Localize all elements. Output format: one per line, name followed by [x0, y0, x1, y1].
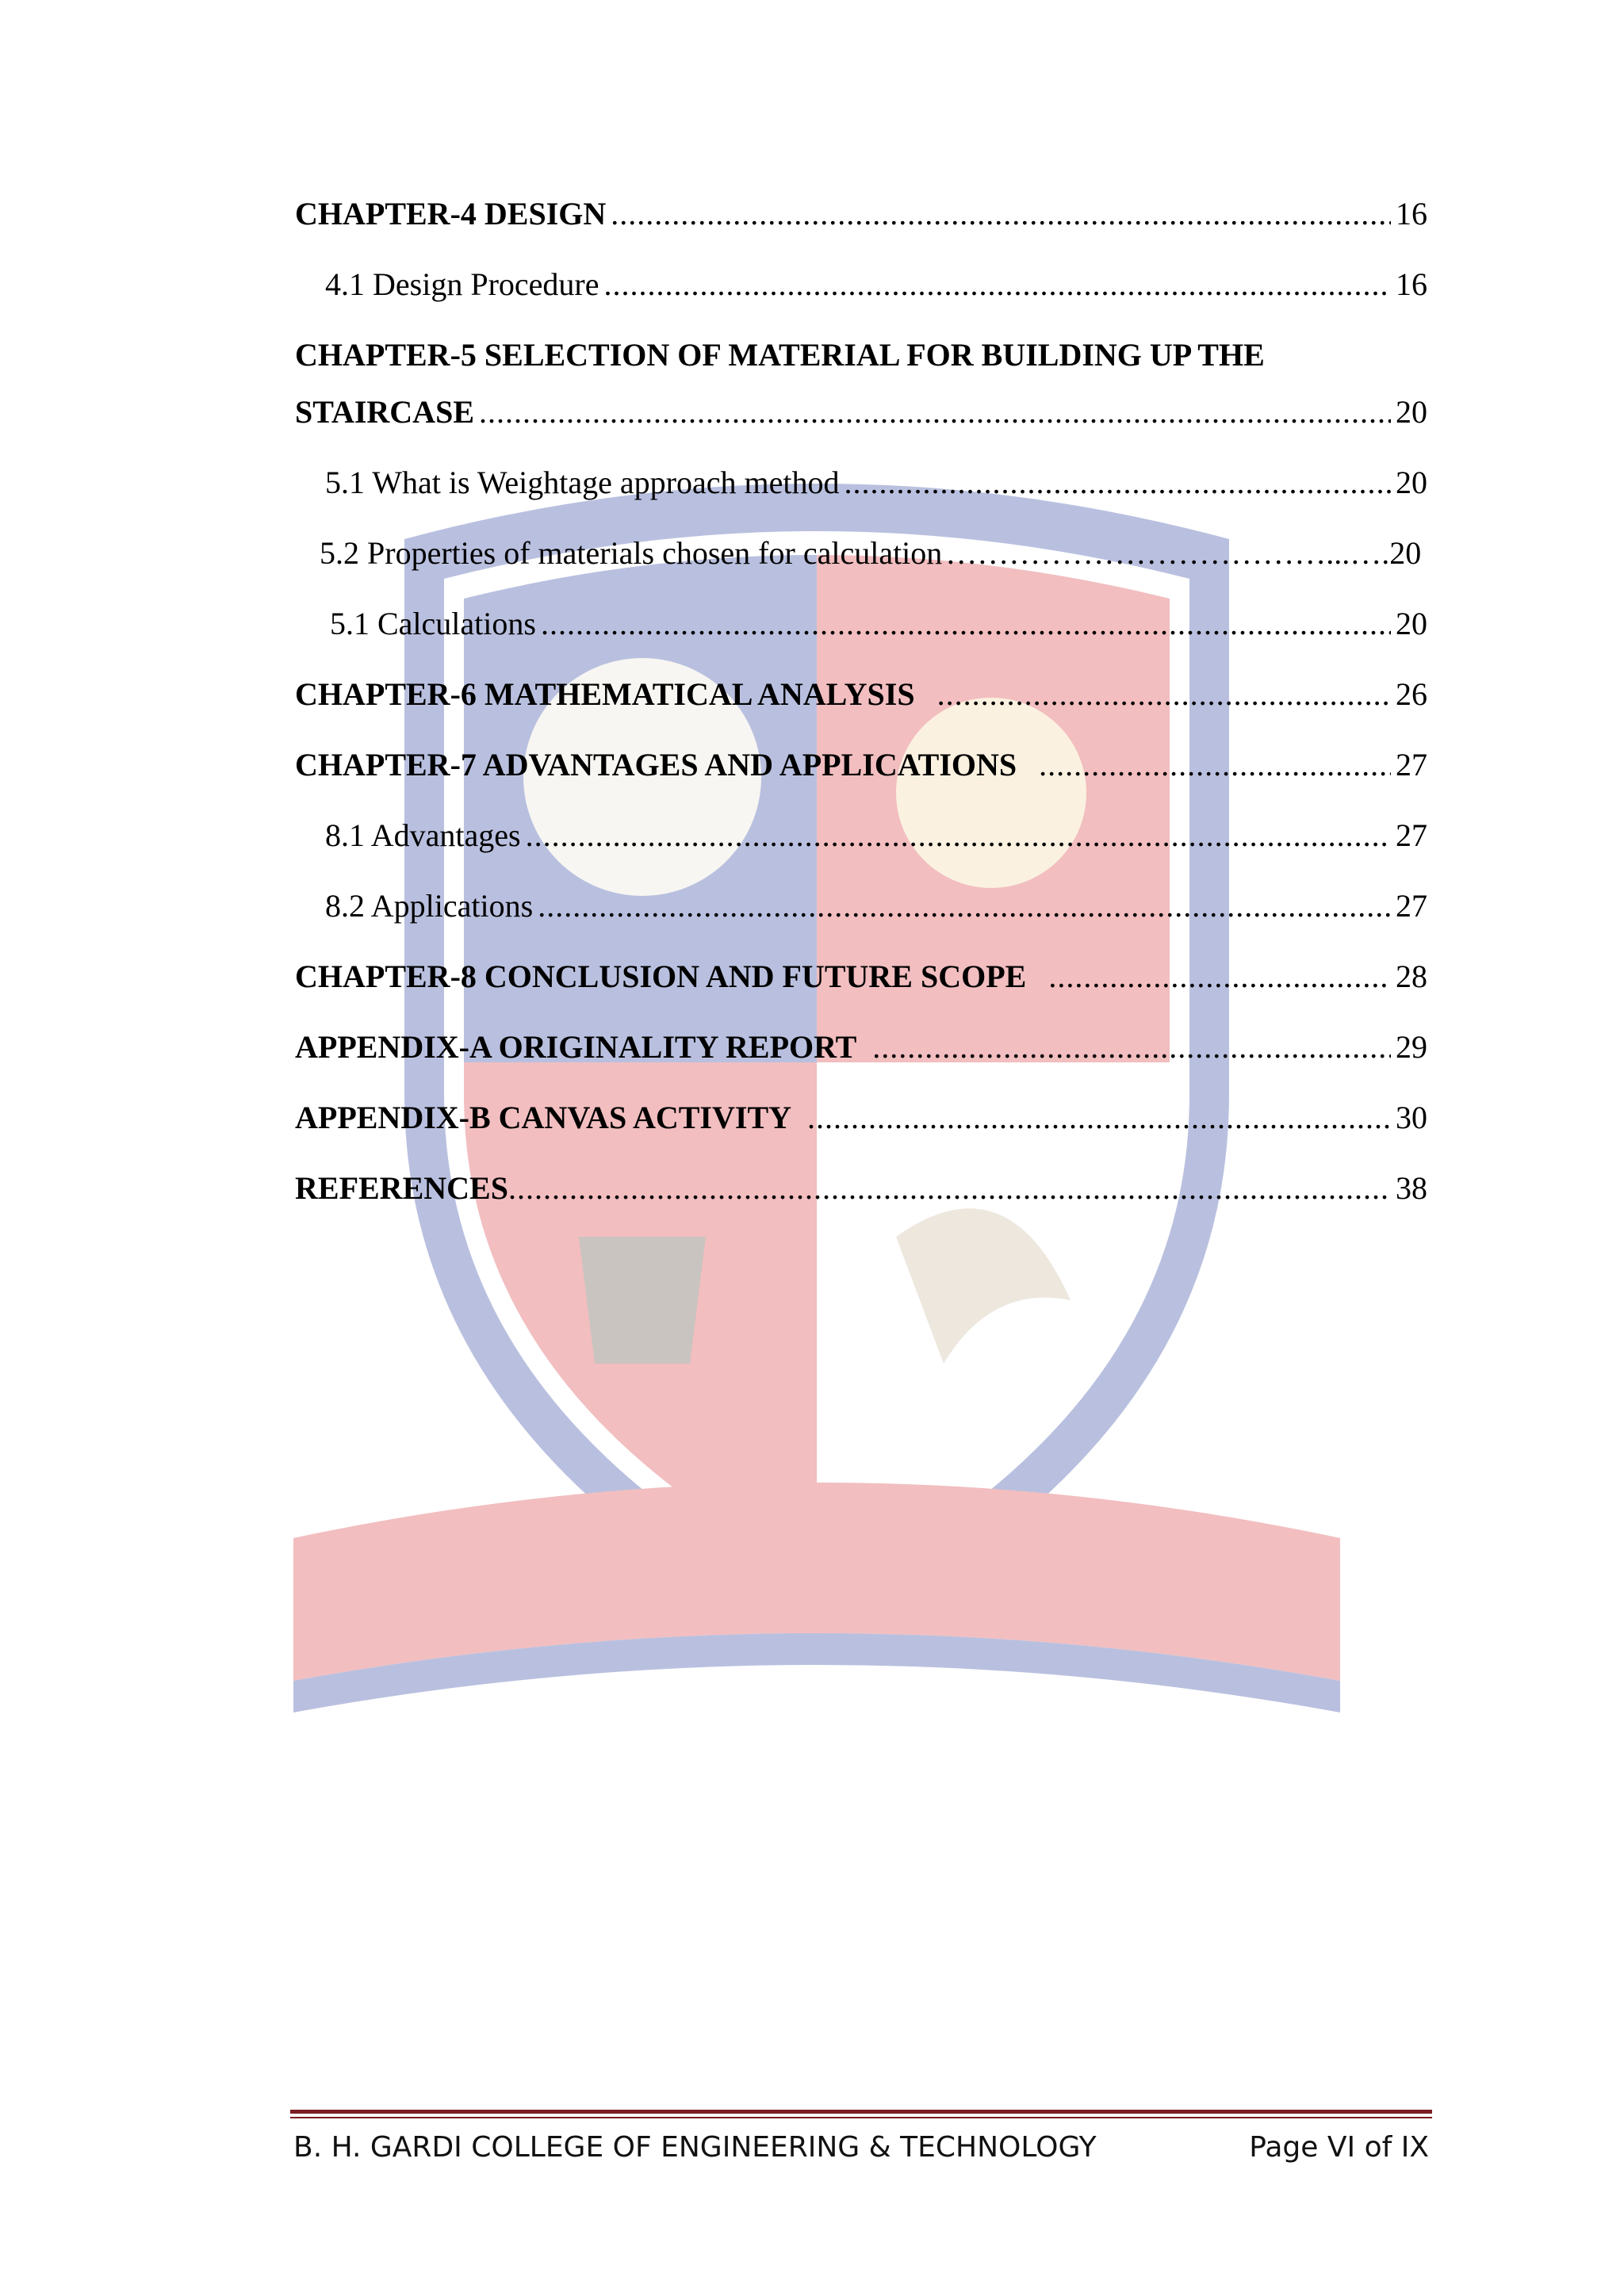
toc-entry-chapter-7[interactable] [295, 741, 1427, 789]
toc-entry-appendix-b[interactable] [295, 1094, 1427, 1142]
toc-entry-title: 4.1 Design Procedure [325, 266, 599, 302]
toc-entry-title: 5.1 What is Weightage approach method [325, 465, 840, 500]
toc-entry-8-1[interactable] [325, 812, 1427, 859]
toc-entry-page: 27 [1396, 817, 1427, 853]
leader-dots [541, 600, 1391, 648]
toc-entry-title: 5.2 Properties of materials chosen for calculation [320, 535, 943, 571]
leader-dots [611, 190, 1391, 238]
toc-entry-page: 28 [1396, 959, 1427, 994]
toc-entry-title: STAIRCASE [295, 394, 474, 430]
toc-entry-chapter-8[interactable] [295, 953, 1427, 1001]
leader-dots [479, 388, 1391, 436]
toc-entry-page: 16 [1396, 266, 1427, 302]
toc-entry-5-2[interactable] [320, 530, 1422, 577]
toc-entry-page: 20 [1396, 465, 1427, 500]
leader-dots [872, 1024, 1391, 1071]
toc-entry-title: CHAPTER-6 MATHEMATICAL ANALYSIS [295, 676, 915, 712]
toc-entry-references[interactable] [295, 1165, 1427, 1212]
footer-page-number: Page VI of IX [1249, 2131, 1429, 2164]
toc-entry-title: CHAPTER-4 DESIGN [295, 196, 607, 232]
footer-rule-thin [290, 2117, 1432, 2118]
toc-entry-title: REFERENCES [295, 1170, 508, 1206]
leader-ellipsis: ………………………………...…. [945, 535, 1390, 571]
toc-entry-page: 20 [1396, 606, 1427, 641]
leader-dots [603, 261, 1391, 308]
toc-entry-title: CHAPTER-7 ADVANTAGES AND APPLICATIONS [295, 747, 1017, 783]
toc-entry-page: 30 [1396, 1100, 1427, 1135]
toc-entry-8-2[interactable] [325, 882, 1427, 930]
toc-entry-5-1-calculations[interactable] [330, 600, 1427, 648]
toc-entry-5-1[interactable] [325, 459, 1427, 507]
toc-entry-chapter-5-line1[interactable]: CHAPTER-5 SELECTION OF MATERIAL FOR BUILDING UP THE [295, 337, 1265, 373]
toc-entry-title: APPENDIX-A ORIGINALITY REPORT [295, 1029, 857, 1065]
toc-entry-title: 8.1 Advantages [325, 817, 521, 853]
toc-entry-page: 29 [1396, 1029, 1427, 1065]
toc-entry-appendix-a[interactable] [295, 1024, 1427, 1071]
leader-dots [526, 812, 1391, 859]
toc-entry-page: 27 [1396, 747, 1427, 783]
footer-rule [290, 2110, 1432, 2114]
toc-entry-page: 38 [1396, 1170, 1427, 1206]
toc-entry-chapter-5[interactable] [295, 388, 1427, 436]
leader-dots [937, 671, 1391, 718]
toc-entry-page: 16 [1396, 196, 1427, 232]
leader-dots [508, 1165, 1391, 1212]
toc-entry-title: APPENDIX-B CANVAS ACTIVITY [295, 1100, 792, 1135]
footer-college-name: B. H. GARDI COLLEGE OF ENGINEERING & TECHNOLOGY [293, 2131, 1097, 2164]
leader-dots [1048, 953, 1391, 1001]
toc-entry-chapter-4[interactable] [295, 190, 1427, 238]
toc-entry-title: CHAPTER-8 CONCLUSION AND FUTURE SCOPE [295, 959, 1027, 994]
toc-entry-chapter-6[interactable] [295, 671, 1427, 718]
toc-entry-page: 20 [1396, 394, 1427, 430]
toc-entry-4-1[interactable] [325, 261, 1427, 308]
toc-entry-title: 8.2 Applications [325, 888, 534, 924]
leader-dots [1039, 741, 1391, 789]
toc-entry-page: 27 [1396, 888, 1427, 924]
leader-dots [538, 882, 1391, 930]
toc-entry-page: 20 [1389, 535, 1422, 571]
toc-entry-title: 5.1 Calculations [330, 606, 536, 641]
leader-dots [807, 1094, 1391, 1142]
leader-dots [844, 459, 1391, 507]
toc-entry-page: 26 [1396, 676, 1427, 712]
